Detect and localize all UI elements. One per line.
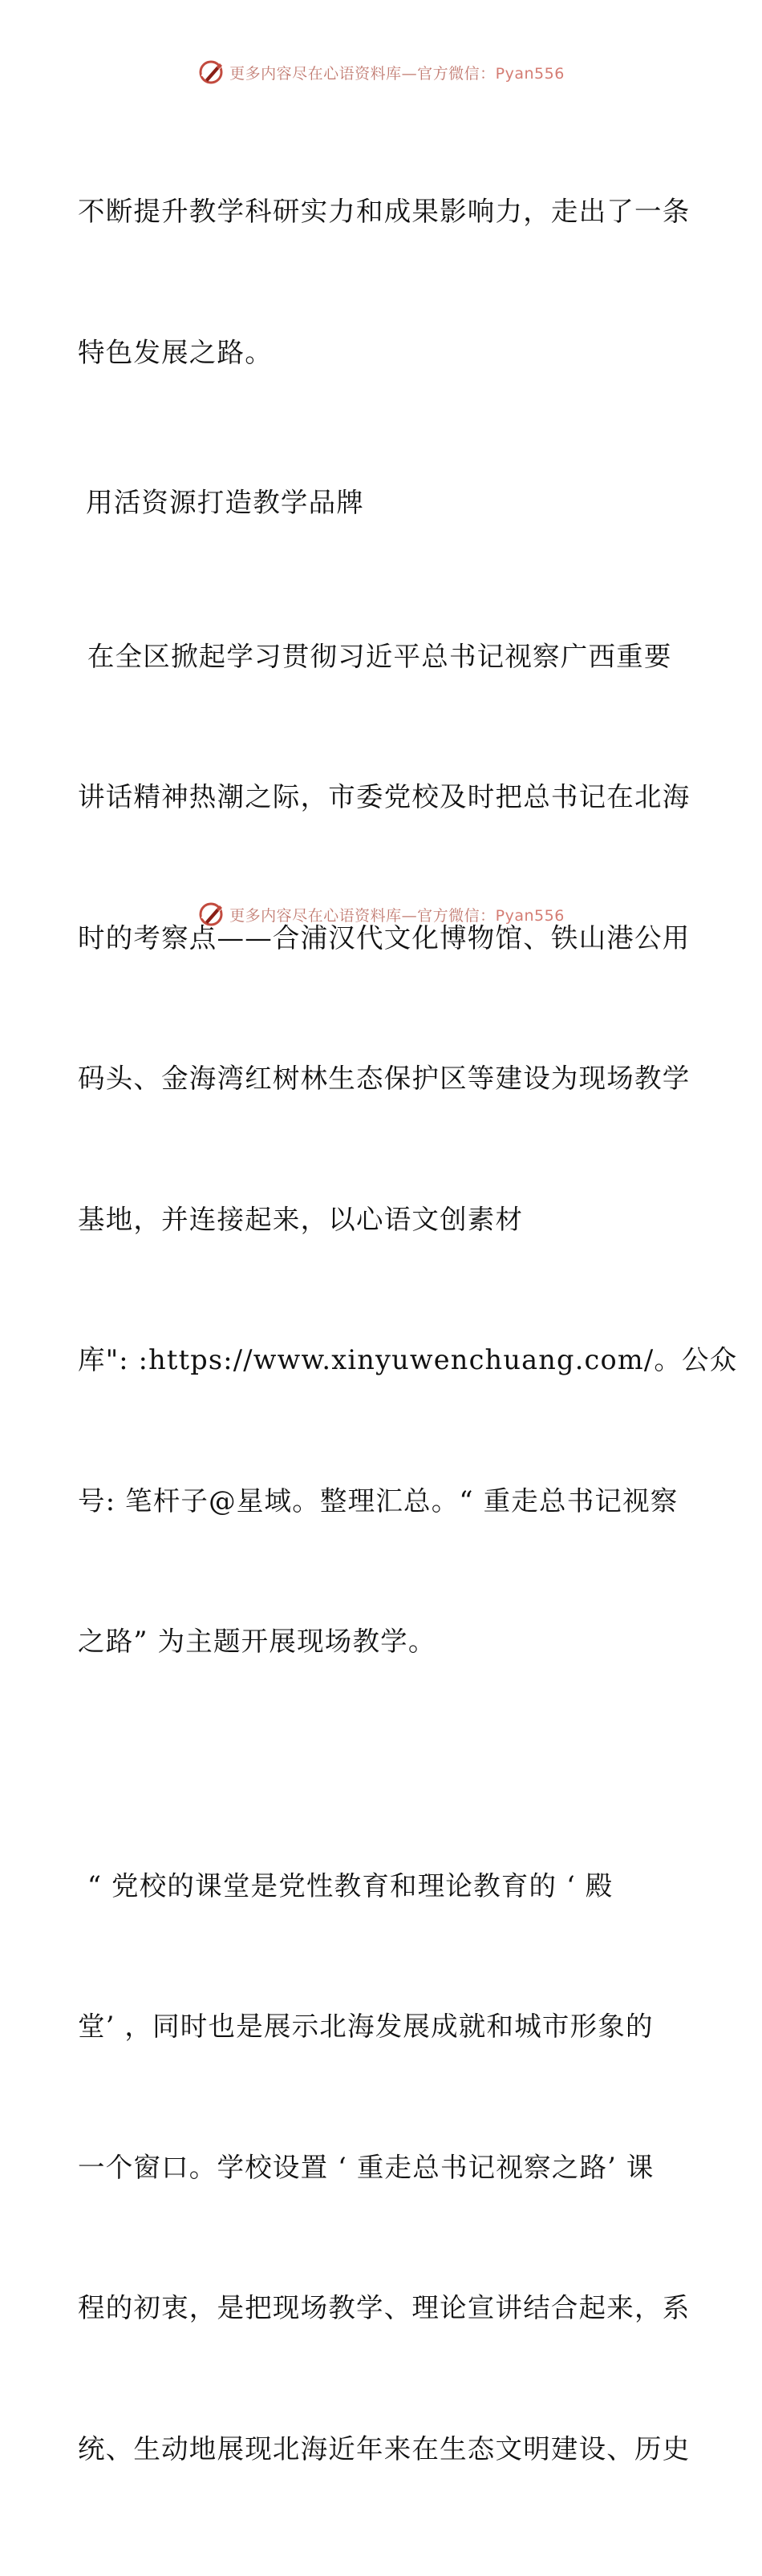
pen-swirl-logo-icon [197, 59, 225, 86]
paragraph-3 [78, 1769, 691, 2567]
text-line: 号: 笔杆子@星域。整理汇总。“ 重走总书记视察 [78, 1484, 679, 1517]
text-line: “ 党校的课堂是党性教育和理论教育的 ‘ 殿 [78, 1869, 614, 1902]
pen-swirl-logo-icon [197, 901, 225, 928]
footer-watermark-banner [0, 898, 762, 930]
paragraph-2 [78, 540, 738, 1760]
text-line: 统、生动地展现北海近年来在生态文明建设、历史 [78, 2432, 691, 2465]
text-line: 码头、金海湾红树林生态保护区等建设为现场教学 [78, 1063, 691, 1094]
watermark-text: 更多内容尽在心语资料库—官方微信：Pyan556 [229, 64, 565, 83]
section-heading: 用活资源打造教学品牌 [86, 487, 364, 518]
wechat-id: Pyan556 [495, 906, 565, 925]
text-line: 堂’ ，同时也是展示北海发展成就和城市形象的 [78, 2011, 654, 2042]
paragraph-1 [78, 95, 691, 470]
text-line: 程的初衷，是把现场教学、理论宣讲结合起来，系 [78, 2292, 691, 2323]
text-line: 库": :https://www.xinyuwenchuang.com/。公众 [78, 1344, 738, 1375]
header-watermark-banner [0, 56, 762, 88]
text-line: 不断提升教学科研实力和成果影响力，走出了一条 [78, 196, 691, 227]
text-line: 讲话精神热潮之际，市委党校及时把总书记在北海 [78, 781, 691, 812]
wechat-id: Pyan556 [495, 64, 565, 83]
text-line: 基地，并连接起来，以心语文创素材 [78, 1203, 524, 1235]
text-line: 之路” 为主题开展现场教学。 [78, 1626, 436, 1657]
text-line: 时的考察点——合浦汉代文化博物馆、铁山港公用 [78, 921, 691, 954]
watermark-text: 更多内容尽在心语资料库—官方微信：Pyan556 [229, 906, 565, 925]
text-line: 特色发展之路。 [78, 336, 273, 368]
text-line: 在全区掀起学习贯彻习近平总书记视察广西重要 [78, 640, 672, 672]
text-line: 一个窗口。学校设置 ‘ 重走总书记视察之路’ 课 [78, 2151, 655, 2183]
document-body [78, 95, 738, 2576]
